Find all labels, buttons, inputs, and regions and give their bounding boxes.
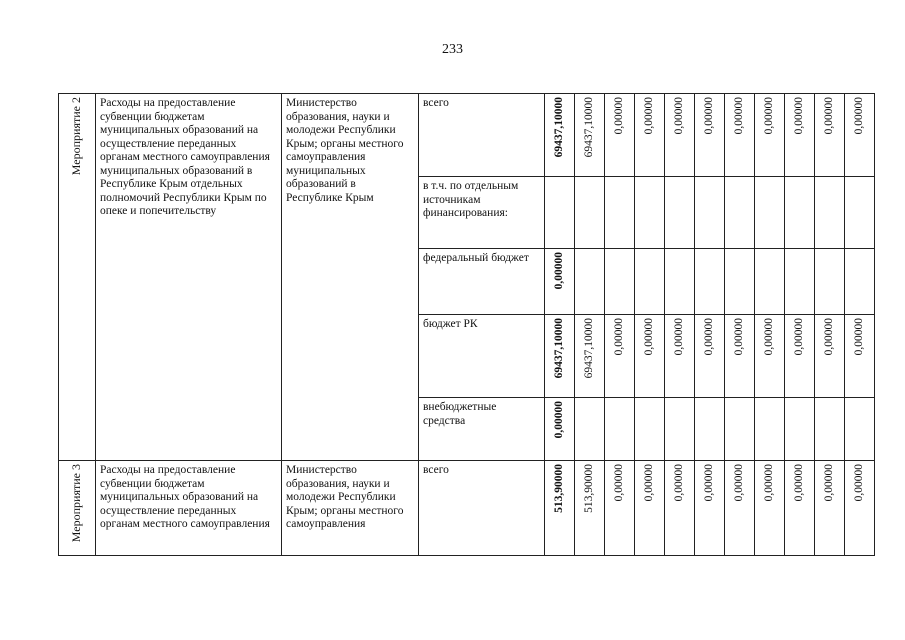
- year-value-cell: [815, 398, 845, 461]
- year-value-cell: [575, 94, 605, 177]
- year-value: 0,00000: [732, 97, 745, 135]
- year-value-cell: [635, 315, 665, 398]
- year-value-cell: [725, 249, 755, 315]
- year-value-cell: [695, 315, 725, 398]
- funding-source: федеральный бюджет: [419, 249, 545, 315]
- event-executor: Министерство образования, науки и молодежи Республики Крым; органы местного самоуправления муниципальных образований в Республике Крым: [282, 94, 419, 461]
- year-value-cell: [785, 94, 815, 177]
- year-value-cell: [665, 249, 695, 315]
- year-value-cell: [635, 398, 665, 461]
- year-value-cell: [845, 177, 875, 249]
- year-value-cell: [725, 94, 755, 177]
- year-value-cell: [605, 461, 635, 556]
- year-value-cell: [815, 315, 845, 398]
- year-value: 0,00000: [792, 318, 805, 356]
- year-value-cell: [725, 398, 755, 461]
- year-value-cell: [845, 315, 875, 398]
- year-value: 0,00000: [762, 97, 775, 135]
- year-value-cell: [635, 461, 665, 556]
- year-value: 0,00000: [672, 318, 685, 356]
- funding-source: бюджет РК: [419, 315, 545, 398]
- year-value-cell: [605, 94, 635, 177]
- total-value: 0,00000: [552, 401, 565, 439]
- year-value: 0,00000: [822, 464, 835, 502]
- year-value-cell: [785, 249, 815, 315]
- event-label-cell: [59, 94, 96, 461]
- year-value-cell: [785, 177, 815, 249]
- year-value-cell: [695, 461, 725, 556]
- total-value: 513,90000: [552, 464, 565, 513]
- year-value-cell: [665, 94, 695, 177]
- year-value-cell: [845, 249, 875, 315]
- event-label-cell: [59, 461, 96, 556]
- year-value-cell: [845, 398, 875, 461]
- year-value: 0,00000: [762, 464, 775, 502]
- year-value: 0,00000: [792, 97, 805, 135]
- year-value-cell: [845, 461, 875, 556]
- year-value-cell: [605, 249, 635, 315]
- year-value-cell: [785, 315, 815, 398]
- year-value-cell: [665, 398, 695, 461]
- total-value: 0,00000: [552, 252, 565, 290]
- year-value: 0,00000: [612, 318, 625, 356]
- year-value-cell: [845, 94, 875, 177]
- total-cell: [545, 94, 575, 177]
- event-executor: Министерство образования, науки и молодежи Республики Крым; органы местного самоуправления: [282, 461, 419, 556]
- funding-source: всего: [419, 94, 545, 177]
- funding-source: в т.ч. по отдельным источникам финансирования:: [419, 177, 545, 249]
- year-value: 513,90000: [582, 464, 595, 513]
- year-value-cell: [605, 177, 635, 249]
- year-value-cell: [695, 177, 725, 249]
- event-label: Мероприятие 2: [69, 97, 84, 176]
- year-value-cell: [635, 177, 665, 249]
- year-value: 0,00000: [672, 464, 685, 502]
- event-label: Мероприятие 3: [69, 464, 84, 543]
- year-value: 0,00000: [852, 97, 865, 135]
- year-value-cell: [725, 177, 755, 249]
- year-value-cell: [755, 315, 785, 398]
- year-value-cell: [815, 249, 845, 315]
- total-cell: [545, 249, 575, 315]
- year-value-cell: [635, 94, 665, 177]
- budget-table: [58, 93, 875, 556]
- year-value-cell: [605, 315, 635, 398]
- year-value-cell: [755, 398, 785, 461]
- year-value-cell: [695, 398, 725, 461]
- year-value-cell: [755, 177, 785, 249]
- year-value: 0,00000: [702, 464, 715, 502]
- year-value-cell: [815, 177, 845, 249]
- year-value: 0,00000: [612, 464, 625, 502]
- year-value: 0,00000: [762, 318, 775, 356]
- year-value-cell: [635, 249, 665, 315]
- total-cell: [545, 461, 575, 556]
- year-value: 0,00000: [702, 97, 715, 135]
- total-value: 69437,10000: [552, 97, 565, 158]
- year-value: 0,00000: [642, 97, 655, 135]
- year-value: 69437,10000: [582, 318, 595, 379]
- funding-source: всего: [419, 461, 545, 556]
- year-value-cell: [605, 398, 635, 461]
- page-number: 233: [442, 42, 463, 57]
- year-value-cell: [695, 249, 725, 315]
- year-value-cell: [695, 94, 725, 177]
- year-value-cell: [725, 461, 755, 556]
- year-value: 0,00000: [702, 318, 715, 356]
- year-value: 0,00000: [822, 97, 835, 135]
- year-value-cell: [785, 398, 815, 461]
- year-value: 69437,10000: [582, 97, 595, 158]
- year-value: 0,00000: [642, 464, 655, 502]
- total-cell: [545, 315, 575, 398]
- year-value: 0,00000: [852, 464, 865, 502]
- year-value-cell: [575, 315, 605, 398]
- year-value-cell: [575, 398, 605, 461]
- year-value-cell: [725, 315, 755, 398]
- year-value-cell: [755, 461, 785, 556]
- year-value-cell: [815, 461, 845, 556]
- year-value: 0,00000: [852, 318, 865, 356]
- year-value: 0,00000: [732, 318, 745, 356]
- year-value-cell: [755, 249, 785, 315]
- event-description: Расходы на предоставление субвенции бюджетам муниципальных образований на осуществление переданных органам местного самоуправления: [96, 461, 282, 556]
- year-value-cell: [575, 177, 605, 249]
- total-cell: [545, 398, 575, 461]
- year-value: 0,00000: [642, 318, 655, 356]
- funding-source: внебюджетные средства: [419, 398, 545, 461]
- year-value: 0,00000: [822, 318, 835, 356]
- year-value-cell: [665, 177, 695, 249]
- year-value-cell: [665, 315, 695, 398]
- year-value-cell: [785, 461, 815, 556]
- year-value-cell: [575, 461, 605, 556]
- event-description: Расходы на предоставление субвенции бюджетам муниципальных образований на осуществление переданных органам местного самоуправления муниципальных образований в Республике Крым отдельных полномочий Республики Крым по опеке и попечительству: [96, 94, 282, 461]
- year-value: 0,00000: [732, 464, 745, 502]
- table-row: [59, 94, 875, 177]
- table-row: [59, 461, 875, 556]
- year-value-cell: [575, 249, 605, 315]
- year-value: 0,00000: [672, 97, 685, 135]
- year-value-cell: [815, 94, 845, 177]
- total-value: 69437,10000: [552, 318, 565, 379]
- year-value: 0,00000: [612, 97, 625, 135]
- year-value: 0,00000: [792, 464, 805, 502]
- year-value-cell: [755, 94, 785, 177]
- total-cell: [545, 177, 575, 249]
- year-value-cell: [665, 461, 695, 556]
